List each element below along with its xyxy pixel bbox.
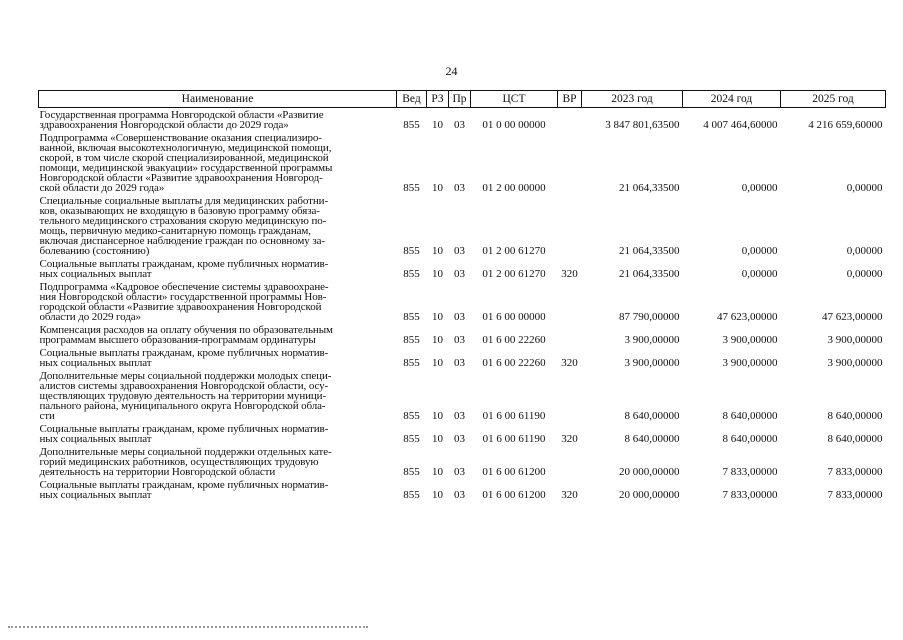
table-row	[39, 280, 886, 323]
row-name-text: Социальные выплаты гражданам, кроме публичных норматив- ных социальных выплат	[39, 479, 329, 501]
row-rz: 10	[432, 466, 443, 478]
row-cst: 01 2 00 61270	[482, 268, 546, 280]
row-pr: 03	[454, 334, 465, 346]
row-name-text: Подпрограмма «Совершенствование оказания специализиро- ванной, включая высокотехнологичную, медицинской помощи, скорой, в том числе скорой специализированной, медицинской помощи, медицинской эвакуации» государственной программы Новгородской области «Развитие здравоохранения Новгород- ской области до 2029 года»	[39, 132, 333, 194]
row-amount-2023: 8 640,00000	[624, 410, 680, 422]
row-rz: 10	[432, 311, 443, 323]
row-name	[39, 131, 397, 194]
row-ved: 855	[403, 489, 420, 501]
table-row	[39, 131, 886, 194]
header-2024: 2024 год	[683, 91, 781, 108]
row-name	[39, 445, 397, 478]
row-amount-2023: 21 064,33500	[619, 182, 680, 194]
row-rz: 10	[432, 410, 443, 422]
row-amount-2024: 4 007 464,60000	[703, 119, 778, 131]
header-2025: 2025 год	[781, 91, 886, 108]
row-cst: 01 2 00 00000	[482, 182, 546, 194]
row-amount-2025: 47 623,00000	[822, 311, 883, 323]
row-amount-2025: 0,00000	[846, 182, 883, 194]
row-ved: 855	[403, 182, 420, 194]
row-name-text: Социальные выплаты гражданам, кроме публичных норматив- ных социальных выплат	[39, 258, 329, 280]
row-pr: 03	[454, 311, 465, 323]
row-ved: 855	[403, 466, 420, 478]
row-cst: 01 6 00 22260	[482, 334, 546, 346]
row-name	[39, 422, 397, 445]
row-amount-2023: 3 900,00000	[624, 334, 680, 346]
row-name	[39, 257, 397, 280]
row-amount-2025: 3 900,00000	[827, 357, 883, 369]
header-cst: ЦСТ	[471, 91, 558, 108]
row-amount-2024: 0,00000	[741, 245, 778, 257]
row-cst: 01 6 00 61200	[482, 466, 546, 478]
table-row	[39, 194, 886, 257]
row-pr: 03	[454, 268, 465, 280]
row-rz: 10	[432, 357, 443, 369]
row-vr	[558, 323, 582, 346]
row-amount-2023: 21 064,33500	[619, 268, 680, 280]
row-name	[39, 280, 397, 323]
row-vr	[558, 194, 582, 257]
row-amount-2025: 8 640,00000	[827, 433, 883, 445]
header-pr: Пр	[449, 91, 471, 108]
table-row	[39, 257, 886, 280]
table-header-row	[39, 91, 886, 108]
row-amount-2023: 21 064,33500	[619, 245, 680, 257]
budget-table	[38, 90, 886, 501]
row-cst: 01 6 00 61200	[482, 489, 546, 501]
row-name	[39, 108, 397, 132]
page-number: 24	[445, 64, 458, 78]
row-pr: 03	[454, 433, 465, 445]
header-vr: ВР	[558, 91, 582, 108]
table-row	[39, 323, 886, 346]
row-vr: 320	[561, 433, 578, 445]
row-amount-2024: 3 900,00000	[722, 334, 778, 346]
row-amount-2025: 7 833,00000	[827, 466, 883, 478]
row-name	[39, 346, 397, 369]
row-name-text: Социальные выплаты гражданам, кроме публичных норматив- ных социальных выплат	[39, 347, 329, 369]
row-ved: 855	[403, 334, 420, 346]
table-row	[39, 108, 886, 132]
row-vr	[558, 131, 582, 194]
row-amount-2024: 8 640,00000	[722, 433, 778, 445]
row-amount-2024: 0,00000	[741, 268, 778, 280]
row-name-text: Социальные выплаты гражданам, кроме публичных норматив- ных социальных выплат	[39, 423, 329, 445]
row-ved: 855	[403, 119, 420, 131]
row-amount-2024: 8 640,00000	[722, 410, 778, 422]
row-amount-2025: 7 833,00000	[827, 489, 883, 501]
row-amount-2025: 4 216 659,60000	[808, 119, 883, 131]
row-pr: 03	[454, 245, 465, 257]
row-rz: 10	[432, 489, 443, 501]
table-row	[39, 478, 886, 501]
header-2023: 2023 год	[582, 91, 683, 108]
row-name-text: Дополнительные меры социальной поддержки отдельных кате- горий медицинских работников, осуществляющих трудовую деятельность на территории Новгородской области	[39, 446, 332, 478]
scan-artifact-line	[8, 626, 368, 628]
row-ved: 855	[403, 268, 420, 280]
table-row	[39, 422, 886, 445]
row-pr: 03	[454, 182, 465, 194]
row-vr	[558, 369, 582, 422]
row-ved: 855	[403, 433, 420, 445]
row-amount-2024: 3 900,00000	[722, 357, 778, 369]
header-rz: РЗ	[427, 91, 449, 108]
row-pr: 03	[454, 466, 465, 478]
header-ved: Вед	[397, 91, 427, 108]
row-amount-2023: 87 790,00000	[619, 311, 680, 323]
row-name	[39, 194, 397, 257]
table-row	[39, 346, 886, 369]
table-row	[39, 445, 886, 478]
row-vr: 320	[561, 357, 578, 369]
row-pr: 03	[454, 410, 465, 422]
row-name-text: Компенсация расходов на оплату обучения по образовательным программам высшего образования-программам ординатуры	[39, 324, 333, 346]
header-name: Наименование	[39, 91, 397, 108]
row-cst: 01 6 00 22260	[482, 357, 546, 369]
row-vr	[558, 108, 582, 132]
row-vr: 320	[561, 489, 578, 501]
row-name-text: Государственная программа Новгородской области «Развитие здравоохранения Новгородской области до 2029 года»	[39, 109, 324, 131]
row-name	[39, 478, 397, 501]
row-vr	[558, 280, 582, 323]
row-amount-2024: 0,00000	[741, 182, 778, 194]
row-pr: 03	[454, 357, 465, 369]
row-amount-2025: 0,00000	[846, 245, 883, 257]
row-ved: 855	[403, 311, 420, 323]
row-ved: 855	[403, 410, 420, 422]
row-cst: 01 6 00 61190	[482, 433, 546, 445]
row-rz: 10	[432, 245, 443, 257]
row-vr	[558, 445, 582, 478]
row-amount-2024: 7 833,00000	[722, 489, 778, 501]
row-rz: 10	[432, 182, 443, 194]
row-pr: 03	[454, 119, 465, 131]
row-rz: 10	[432, 268, 443, 280]
row-rz: 10	[432, 119, 443, 131]
row-name	[39, 369, 397, 422]
row-cst: 01 2 00 61270	[482, 245, 546, 257]
row-cst: 01 6 00 00000	[482, 311, 546, 323]
row-amount-2024: 47 623,00000	[717, 311, 778, 323]
row-vr: 320	[561, 268, 578, 280]
row-amount-2023: 3 900,00000	[624, 357, 680, 369]
row-cst: 01 6 00 61190	[482, 410, 546, 422]
row-rz: 10	[432, 433, 443, 445]
row-cst: 01 0 00 00000	[482, 119, 546, 131]
row-pr: 03	[454, 489, 465, 501]
row-amount-2024: 7 833,00000	[722, 466, 778, 478]
row-name-text: Подпрограмма «Кадровое обеспечение системы здравоохране- ния Новгородской области» государственной программы Нов- городской области «Развитие здравоохранения Новгородской области до 2029 года»	[39, 281, 329, 323]
row-name	[39, 323, 397, 346]
row-ved: 855	[403, 357, 420, 369]
row-amount-2023: 3 847 801,63500	[605, 119, 680, 131]
row-amount-2025: 0,00000	[846, 268, 883, 280]
row-amount-2023: 20 000,00000	[619, 466, 680, 478]
row-name-text: Специальные социальные выплаты для медицинских работни- ков, оказывающих не входящую в базовую программу обяза- тельного медицинского страхования скорую медицинскую по- мощь, первичную медико-санитарную помощь гражданам, включая диспансерное наблюдение граждан по основному за- болеванию (состоянию)	[39, 195, 329, 257]
row-amount-2025: 8 640,00000	[827, 410, 883, 422]
row-amount-2023: 20 000,00000	[619, 489, 680, 501]
row-amount-2025: 3 900,00000	[827, 334, 883, 346]
row-amount-2023: 8 640,00000	[624, 433, 680, 445]
row-ved: 855	[403, 245, 420, 257]
row-rz: 10	[432, 334, 443, 346]
row-name-text: Дополнительные меры социальной поддержки молодых специ- алистов системы здравоохранения Новгородской области, осу- ществляющих трудовую деятельность на территории муници- пального района, муниципального округа Новгородской обла- сти	[39, 370, 332, 422]
table-row	[39, 369, 886, 422]
